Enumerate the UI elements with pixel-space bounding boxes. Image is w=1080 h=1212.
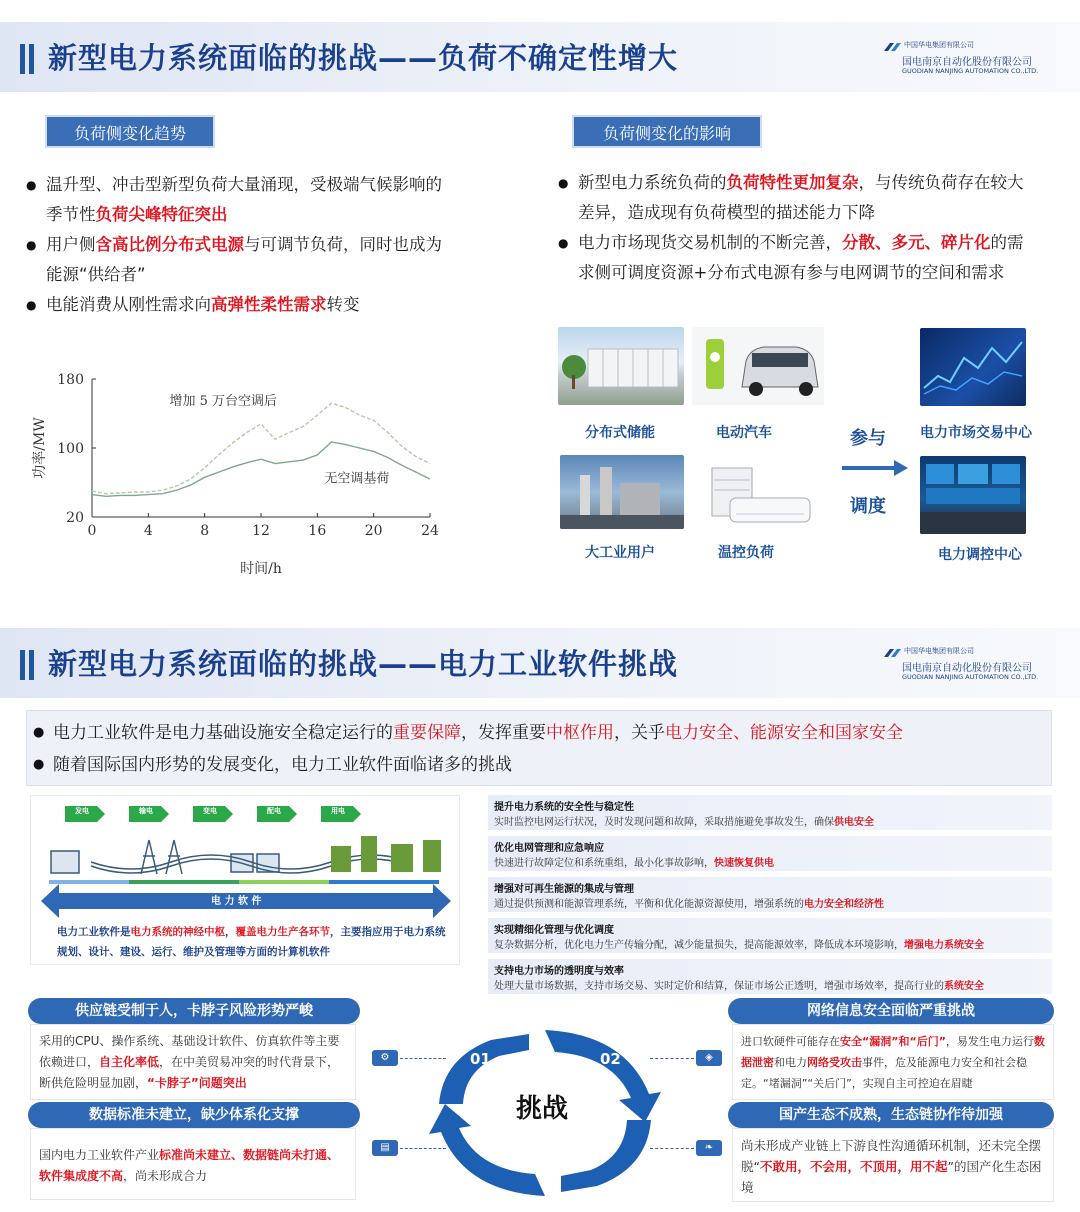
cycle-num-03: 03 <box>598 1128 619 1146</box>
x-tick-label: 20 <box>364 523 383 539</box>
challenge-01-body: 采用的CPU、操作系统、基础设计软件、仿真软件等主要依赖进口，自主化率低，在中美贸易冲突的时代背景下，断供危险明显加剧，“卡脖子”问题突出 <box>30 1024 356 1100</box>
chain-label: 变电 <box>203 807 217 815</box>
ecosystem-icon: ❧ <box>696 1140 722 1156</box>
slide2-title: 新型电力系统面临的挑战——电力工业软件挑战 <box>48 647 679 681</box>
load-curve-chart <box>30 365 450 575</box>
bullet-item: ● 电力工业软件是电力基础设施安全稳定运行的重要保障，发挥重要中枢作用，关乎电力安全、能源安全和国家安全 <box>27 717 1051 749</box>
left-bullet-list <box>26 170 446 320</box>
key-points-box <box>26 710 1052 786</box>
storage-image <box>558 327 684 405</box>
logo-line2: 国电南京自动化股份有限公司 <box>902 57 1032 68</box>
title-bar-accent <box>20 650 25 680</box>
factory-icon <box>560 455 684 529</box>
bullet-item: ● 温升型、冲击型新型负荷大量涌现，受极端气候影响的季节性负荷尖峰特征突出 <box>26 170 446 230</box>
logo-mark-icon <box>882 42 904 52</box>
right-bullet-list <box>558 168 1036 288</box>
bullet-item: ● 电力市场现货交易机制的不断完善，分散、多元、碎片化的需求侧可调度资源+分布式电源有参与电网调节的空间和需求 <box>558 228 1036 288</box>
ev-image <box>692 327 824 405</box>
x-tick-label: 24 <box>421 523 439 539</box>
x-axis-label: 时间/h <box>240 561 282 575</box>
logo-line3: GUODIAN NANJING AUTOMATION CO.,LTD. <box>902 673 1039 681</box>
x-tick-label: 4 <box>143 523 153 539</box>
logo-line1: 中国华电集团有限公司 <box>904 41 974 49</box>
ev-label: 电动汽车 <box>716 425 772 441</box>
challenge-04-body: 国内电力工业软件产业标准尚未建立、数据链尚未打通、软件集成度不高，尚未形成合力 <box>30 1128 356 1200</box>
title-bar-accent <box>29 650 34 680</box>
series-line-2 <box>92 442 430 496</box>
challenge-02-title: 网络信息安全面临严重挑战 <box>728 998 1054 1024</box>
supply-chain-icon: ⚙ <box>372 1050 398 1066</box>
industry-image <box>560 455 684 529</box>
bullet-item: ● 随着国际国内形势的发展变化，电力工业软件面临诸多的挑战 <box>27 749 1051 781</box>
participate-label: 参与 <box>850 428 886 449</box>
feature-row: 支持电力市场的透明度与效率 处理大量市场数据，支持市场交易、实时定价和结算，保证市场公正透明，增强市场效率，提高行业的系统安全 <box>488 959 1052 995</box>
regulate-label: 调度 <box>850 496 886 517</box>
market-label: 电力市场交易中心 <box>920 425 1032 441</box>
y-tick-label: 100 <box>57 441 84 457</box>
chain-label: 配电 <box>267 807 281 815</box>
challenge-02-body: 进口软硬件可能存在安全“漏洞”和“后门”，易发生电力运行数据泄密和电力网络受攻击事件，危及能源电力安全和社会稳定。“堵漏洞”“关后门”，实现自主可控迫在眉睫 <box>732 1024 1054 1100</box>
challenge-03-body: 尚未形成产业链上下游良性沟通循环机制，还未完全摆脱“不敢用，不会用，不顶用，用不起”的国产化生态困境 <box>732 1128 1054 1202</box>
cycle-num-04: 04 <box>470 1128 491 1146</box>
cycle-num-02: 02 <box>600 1050 621 1068</box>
storage-cabinets-icon <box>558 327 684 405</box>
feature-row: 实现精细化管理与优化调度 复杂数据分析，优化电力生产传输分配，减少能量损失，提高能源效率，降低成本环境影响，增强电力系统安全 <box>488 918 1052 954</box>
y-tick-label: 180 <box>57 372 84 388</box>
slide2-header <box>0 628 1080 698</box>
logo-mark-icon <box>882 648 904 658</box>
data-standard-icon: ▤ <box>372 1140 398 1156</box>
software-arrow-label: 电 力 软 件 <box>211 896 262 907</box>
arrow-right-icon <box>842 458 908 478</box>
slide1-title: 新型电力系统面临的挑战——负荷不确定性增大 <box>48 41 679 75</box>
bullet-item: ● 新型电力系统负荷的负荷特性更加复杂，与传统负荷存在较大差异，造成现有负荷模型的描述能力下降 <box>558 168 1036 228</box>
y-axis-label: 功率/MW <box>32 417 48 479</box>
air-conditioner-icon <box>700 460 816 530</box>
slide1-header <box>0 22 1080 92</box>
chain-label: 输电 <box>139 807 153 815</box>
electric-car-icon <box>692 327 824 405</box>
thermo-label: 温控负荷 <box>718 545 774 561</box>
chain-label: 发电 <box>75 807 89 815</box>
industry-label: 大工业用户 <box>585 545 655 561</box>
annotation-with-ac: 增加 5 万台空调后 <box>169 393 278 409</box>
challenge-04-title: 数据标准未建立，缺少体系化支撑 <box>28 1102 360 1128</box>
title-bar-accent <box>29 44 34 74</box>
feature-row: 提升电力系统的安全性与稳定性 实时监控电网运行状况，及时发现问题和故障，采取措施避免事故发生，确保供电安全 <box>488 795 1052 831</box>
cycle-num-01: 01 <box>470 1050 491 1068</box>
control-room-icon <box>920 456 1026 534</box>
dispatch-image <box>920 456 1026 534</box>
cycle-center-label: 挑战 <box>516 1094 569 1124</box>
storage-label: 分布式储能 <box>585 425 655 441</box>
company-logo <box>882 644 1052 684</box>
market-image <box>920 328 1026 406</box>
bullet-item: ● 电能消费从刚性需求向高弹性柔性需求转变 <box>26 290 446 320</box>
logo-line2: 国电南京自动化股份有限公司 <box>902 663 1032 674</box>
challenge-01-title: 供应链受制于人，卡脖子风险形势严峻 <box>28 998 360 1024</box>
annotation-base-load: 无空调基荷 <box>324 471 390 487</box>
dispatch-label: 电力调控中心 <box>938 547 1022 563</box>
bullet-item: ● 用户侧含高比例分布式电源与可调节负荷，同时也成为能源“供给者” <box>26 230 446 290</box>
y-tick-label: 20 <box>66 510 84 526</box>
feature-row: 增强对可再生能源的集成与管理 通过提供预测和能源管理系统，平衡和优化能源资源使用，增强系统的电力安全和经济性 <box>488 877 1052 913</box>
x-tick-label: 0 <box>87 523 97 539</box>
market-chart-icon <box>920 328 1026 406</box>
network-security-icon: ◈ <box>696 1050 722 1066</box>
right-section-tag: 负荷侧变化的影响 <box>572 115 762 148</box>
x-tick-label: 12 <box>252 523 270 539</box>
challenge-03-title: 国产生态不成熟，生态链协作待加强 <box>728 1102 1054 1128</box>
software-caption: 电力工业软件是电力系统的神经中枢，覆盖电力生产各环节，主要指应用于电力系统规划、设计、建设、运行、维护及管理等方面的计算机软件 <box>57 926 446 958</box>
left-section-tag: 负荷侧变化趋势 <box>45 115 215 148</box>
feature-row: 优化电网管理和应急响应 快速进行故障定位和系统重组，最小化事故影响，快速恢复供电 <box>488 836 1052 872</box>
company-logo <box>882 38 1052 78</box>
logo-line1: 中国华电集团有限公司 <box>904 647 974 655</box>
x-tick-label: 8 <box>200 523 210 539</box>
thermo-image <box>700 460 816 530</box>
chain-label: 用电 <box>331 807 345 815</box>
title-bar-accent <box>20 44 25 74</box>
power-chain-diagram <box>30 795 460 965</box>
logo-line3: GUODIAN NANJING AUTOMATION CO.,LTD. <box>902 67 1039 75</box>
x-tick-label: 16 <box>308 523 327 539</box>
